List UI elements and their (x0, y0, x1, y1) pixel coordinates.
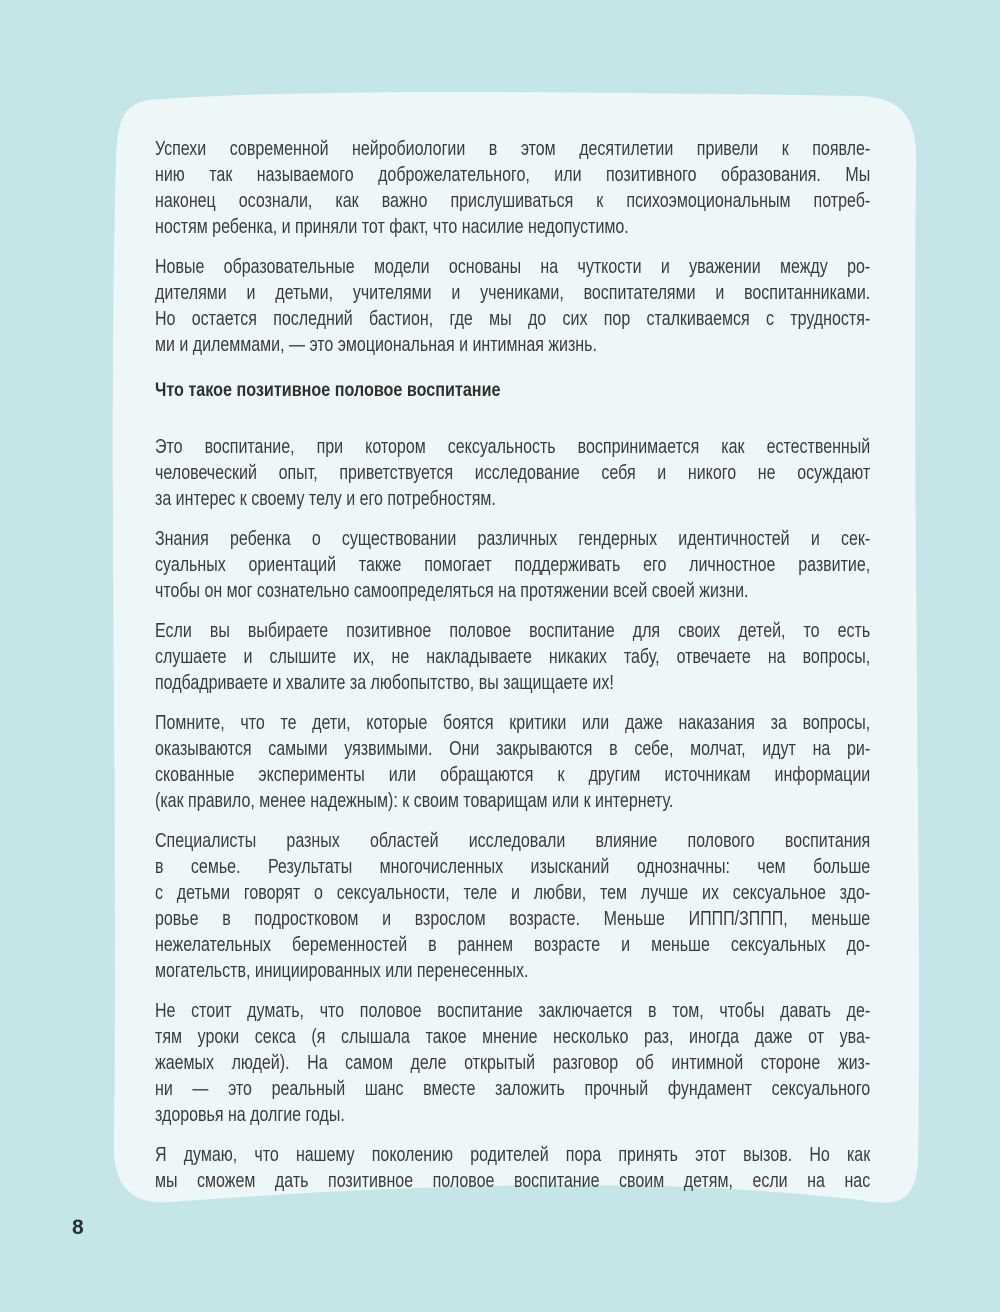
text-line: Не стоит думать, что половое воспитание заключается в том, чтобы давать де- (155, 1000, 871, 1022)
article-body (155, 136, 870, 1208)
text-line: оказываются самыми уязвимыми. Они закрываются в себе, молчат, идут на ри- (155, 738, 871, 760)
text-line: человеческий опыт, приветствуется исследование себя и никого не осуждают (155, 462, 871, 484)
paragraph (155, 254, 870, 358)
paragraph (155, 618, 870, 696)
paragraph (155, 136, 870, 240)
text-line: слушаете и слышите их, не накладываете никаких табу, отвечаете на вопросы, (155, 646, 871, 668)
text-line: ровье в подростковом и взрослом возрасте. Меньше ИППП/ЗППП, меньше (155, 908, 871, 930)
text-line: Если вы выбираете позитивное половое воспитание для своих детей, то есть (155, 620, 871, 642)
text-line: Успехи современной нейробиологии в этом десятилетии привели к появле- (155, 138, 871, 160)
text-line: Специалисты разных областей исследовали влияние полового воспитания (155, 830, 871, 852)
text-line: ни — это реальный шанс вместе заложить прочный фундамент сексуального (155, 1078, 871, 1100)
text-line: Помните, что те дети, которые боятся критики или даже наказания за вопросы, (155, 712, 871, 734)
text-line: здоровья на долгие годы. (155, 1104, 345, 1126)
text-line: нежелательных беременностей в раннем возрасте и меньше сексуальных до- (155, 934, 871, 956)
text-line: Знания ребенка о существовании различных гендерных идентичностей и сек- (155, 528, 871, 550)
text-line: Я думаю, что нашему поколению родителей пора принять этот вызов. Но как (155, 1144, 871, 1166)
text-line: Это воспитание, при котором сексуальность воспринимается как естественный (155, 436, 871, 458)
text-line: наконец осознали, как важно прислушиваться к психоэмоциональным потреб- (155, 190, 871, 212)
text-line: с детьми говорят о сексуальности, теле и любви, тем лучше их сексуальное здо- (155, 882, 871, 904)
text-line: нию так называемого доброжелательного, или позитивного образования. Мы (155, 164, 871, 186)
text-line: Но остается последний бастион, где мы до сих пор сталкиваемся с трудностя- (155, 308, 871, 330)
paragraph (155, 1142, 870, 1194)
text-line: скованные эксперименты или обращаются к другим источникам информации (155, 764, 871, 786)
text-line: тям уроки секса (я слышала такое мнение несколько раз, иногда даже от ува- (155, 1026, 871, 1048)
text-line: ми и дилеммами, — это эмоциональная и интимная жизнь. (155, 334, 597, 356)
text-line: жаемых людей). На самом деле открытый разговор об интимной стороне жиз- (155, 1052, 871, 1074)
paragraph (155, 828, 870, 984)
paragraph (155, 710, 870, 814)
text-line: чтобы он мог сознательно самоопределяться на протяжении всей своей жизни. (155, 580, 749, 602)
text-line: дителями и детьми, учителями и учениками, воспитателями и воспитанниками. (155, 282, 871, 304)
text-line: (как правило, менее надежным): к своим товарищам или к интернету. (155, 790, 674, 812)
text-line: мы сможем дать позитивное половое воспитание своим детям, если на нас (155, 1170, 871, 1192)
section-heading: Что такое позитивное половое воспитание (155, 380, 501, 401)
text-line: суальных ориентаций также помогает поддерживать его личностное развитие, (155, 554, 871, 576)
text-line: за интерес к своему телу и его потребностям. (155, 488, 496, 510)
paragraph (155, 434, 870, 512)
paragraph (155, 998, 870, 1128)
text-line: ностям ребенка, и приняли тот факт, что насилие недопустимо. (155, 216, 629, 238)
text-line: подбадриваете и хвалите за любопытство, вы защищаете их! (155, 672, 614, 694)
paragraph (155, 526, 870, 604)
page-number: 8 (72, 1216, 84, 1239)
text-line: в семье. Результаты многочисленных изысканий однозначны: чем больше (155, 856, 871, 878)
text-line: Новые образовательные модели основаны на чуткости и уважении между ро- (155, 256, 871, 278)
text-line: могательств, инициированных или перенесенных. (155, 960, 529, 982)
